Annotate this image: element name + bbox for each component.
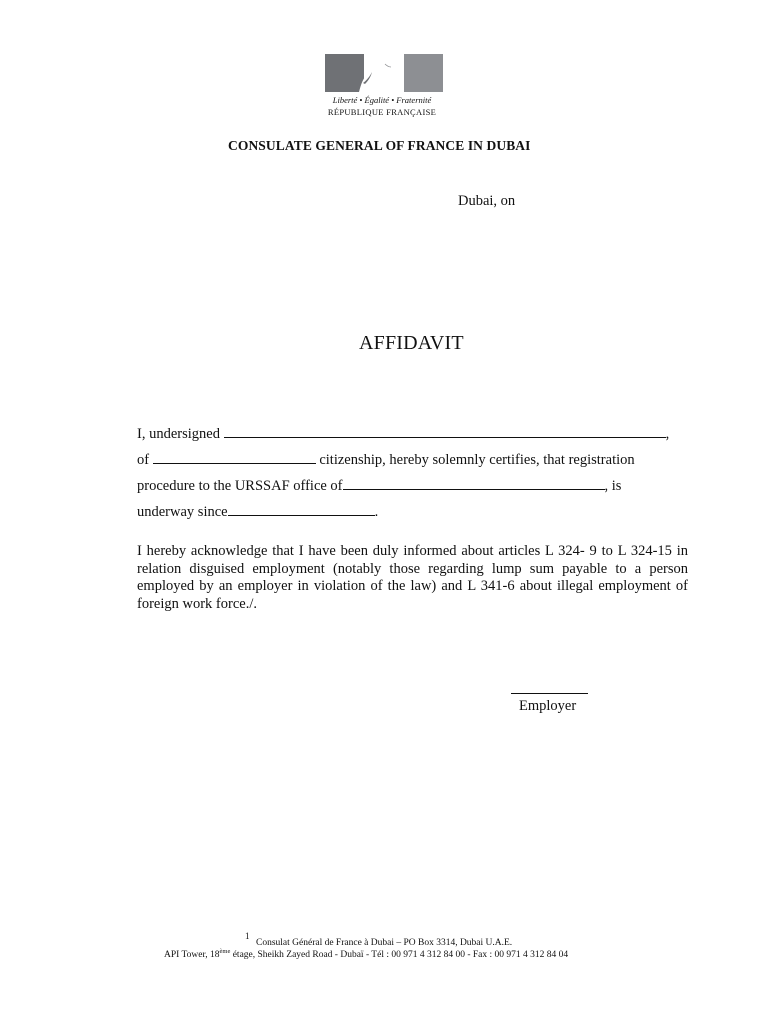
acknowledgement-paragraph: I hereby acknowledge that I have been duly informed about articles L 324- 9 to L 324-15 in relation disguised employment (notably those regarding lump sum payable to a person employed by an employer in violation of the law) and L 341-6 about illegal employment of foreign work force./. <box>137 543 688 612</box>
employer-signature-line[interactable] <box>511 693 588 694</box>
place-date: Dubai, on <box>458 193 516 209</box>
underway-since-date-field[interactable] <box>228 501 375 516</box>
footer-contact-part1: API Tower, 18 <box>164 950 220 960</box>
footnote-marker: 1 <box>245 931 250 941</box>
undersigned-name-field[interactable] <box>224 423 666 438</box>
underway-since-label: underway since <box>137 504 228 520</box>
citizenship-field[interactable] <box>153 449 316 464</box>
urssaf-office-field[interactable] <box>343 475 605 490</box>
marianne-profile-icon <box>325 54 443 92</box>
footer-contact-line <box>164 950 568 960</box>
footer-floor-superscript: ème <box>219 948 231 955</box>
consulate-heading: CONSULATE GENERAL OF FRANCE IN DUBAI <box>228 138 531 153</box>
employer-signature-label: Employer <box>519 698 577 714</box>
urssaf-office-suffix: , is <box>604 478 622 494</box>
republique-francaise-logo <box>320 54 444 122</box>
urssaf-office-label: procedure to the URSSAF office of <box>137 478 343 494</box>
citizenship-prefix: of <box>137 452 150 468</box>
document-title: AFFIDAVIT <box>359 332 464 354</box>
footer-address-line: Consulat Général de France à Dubai – PO Box 3314, Dubai U.A.E. <box>256 938 513 948</box>
underway-since-suffix: . <box>374 504 379 520</box>
form-line-undersigned <box>137 423 669 443</box>
form-line-urssaf-office <box>137 475 621 495</box>
marianne-flag-emblem <box>325 54 443 92</box>
logo-republic-name: RÉPUBLIQUE FRANÇAISE <box>327 107 437 117</box>
undersigned-suffix: , <box>665 426 670 442</box>
form-line-citizenship <box>137 449 635 469</box>
undersigned-label: I, undersigned <box>137 426 220 442</box>
form-line-underway-since <box>137 501 378 521</box>
footer-contact-part2: étage, Sheikh Zayed Road - Dubaï - Tél : 00 971 4 312 84 00 - Fax : 00 971 4 312 84 04 <box>230 950 569 960</box>
logo-motto: Liberté • Égalité • Fraternité <box>332 95 432 105</box>
citizenship-label: citizenship, hereby solemnly certifies, that registration <box>319 452 635 468</box>
